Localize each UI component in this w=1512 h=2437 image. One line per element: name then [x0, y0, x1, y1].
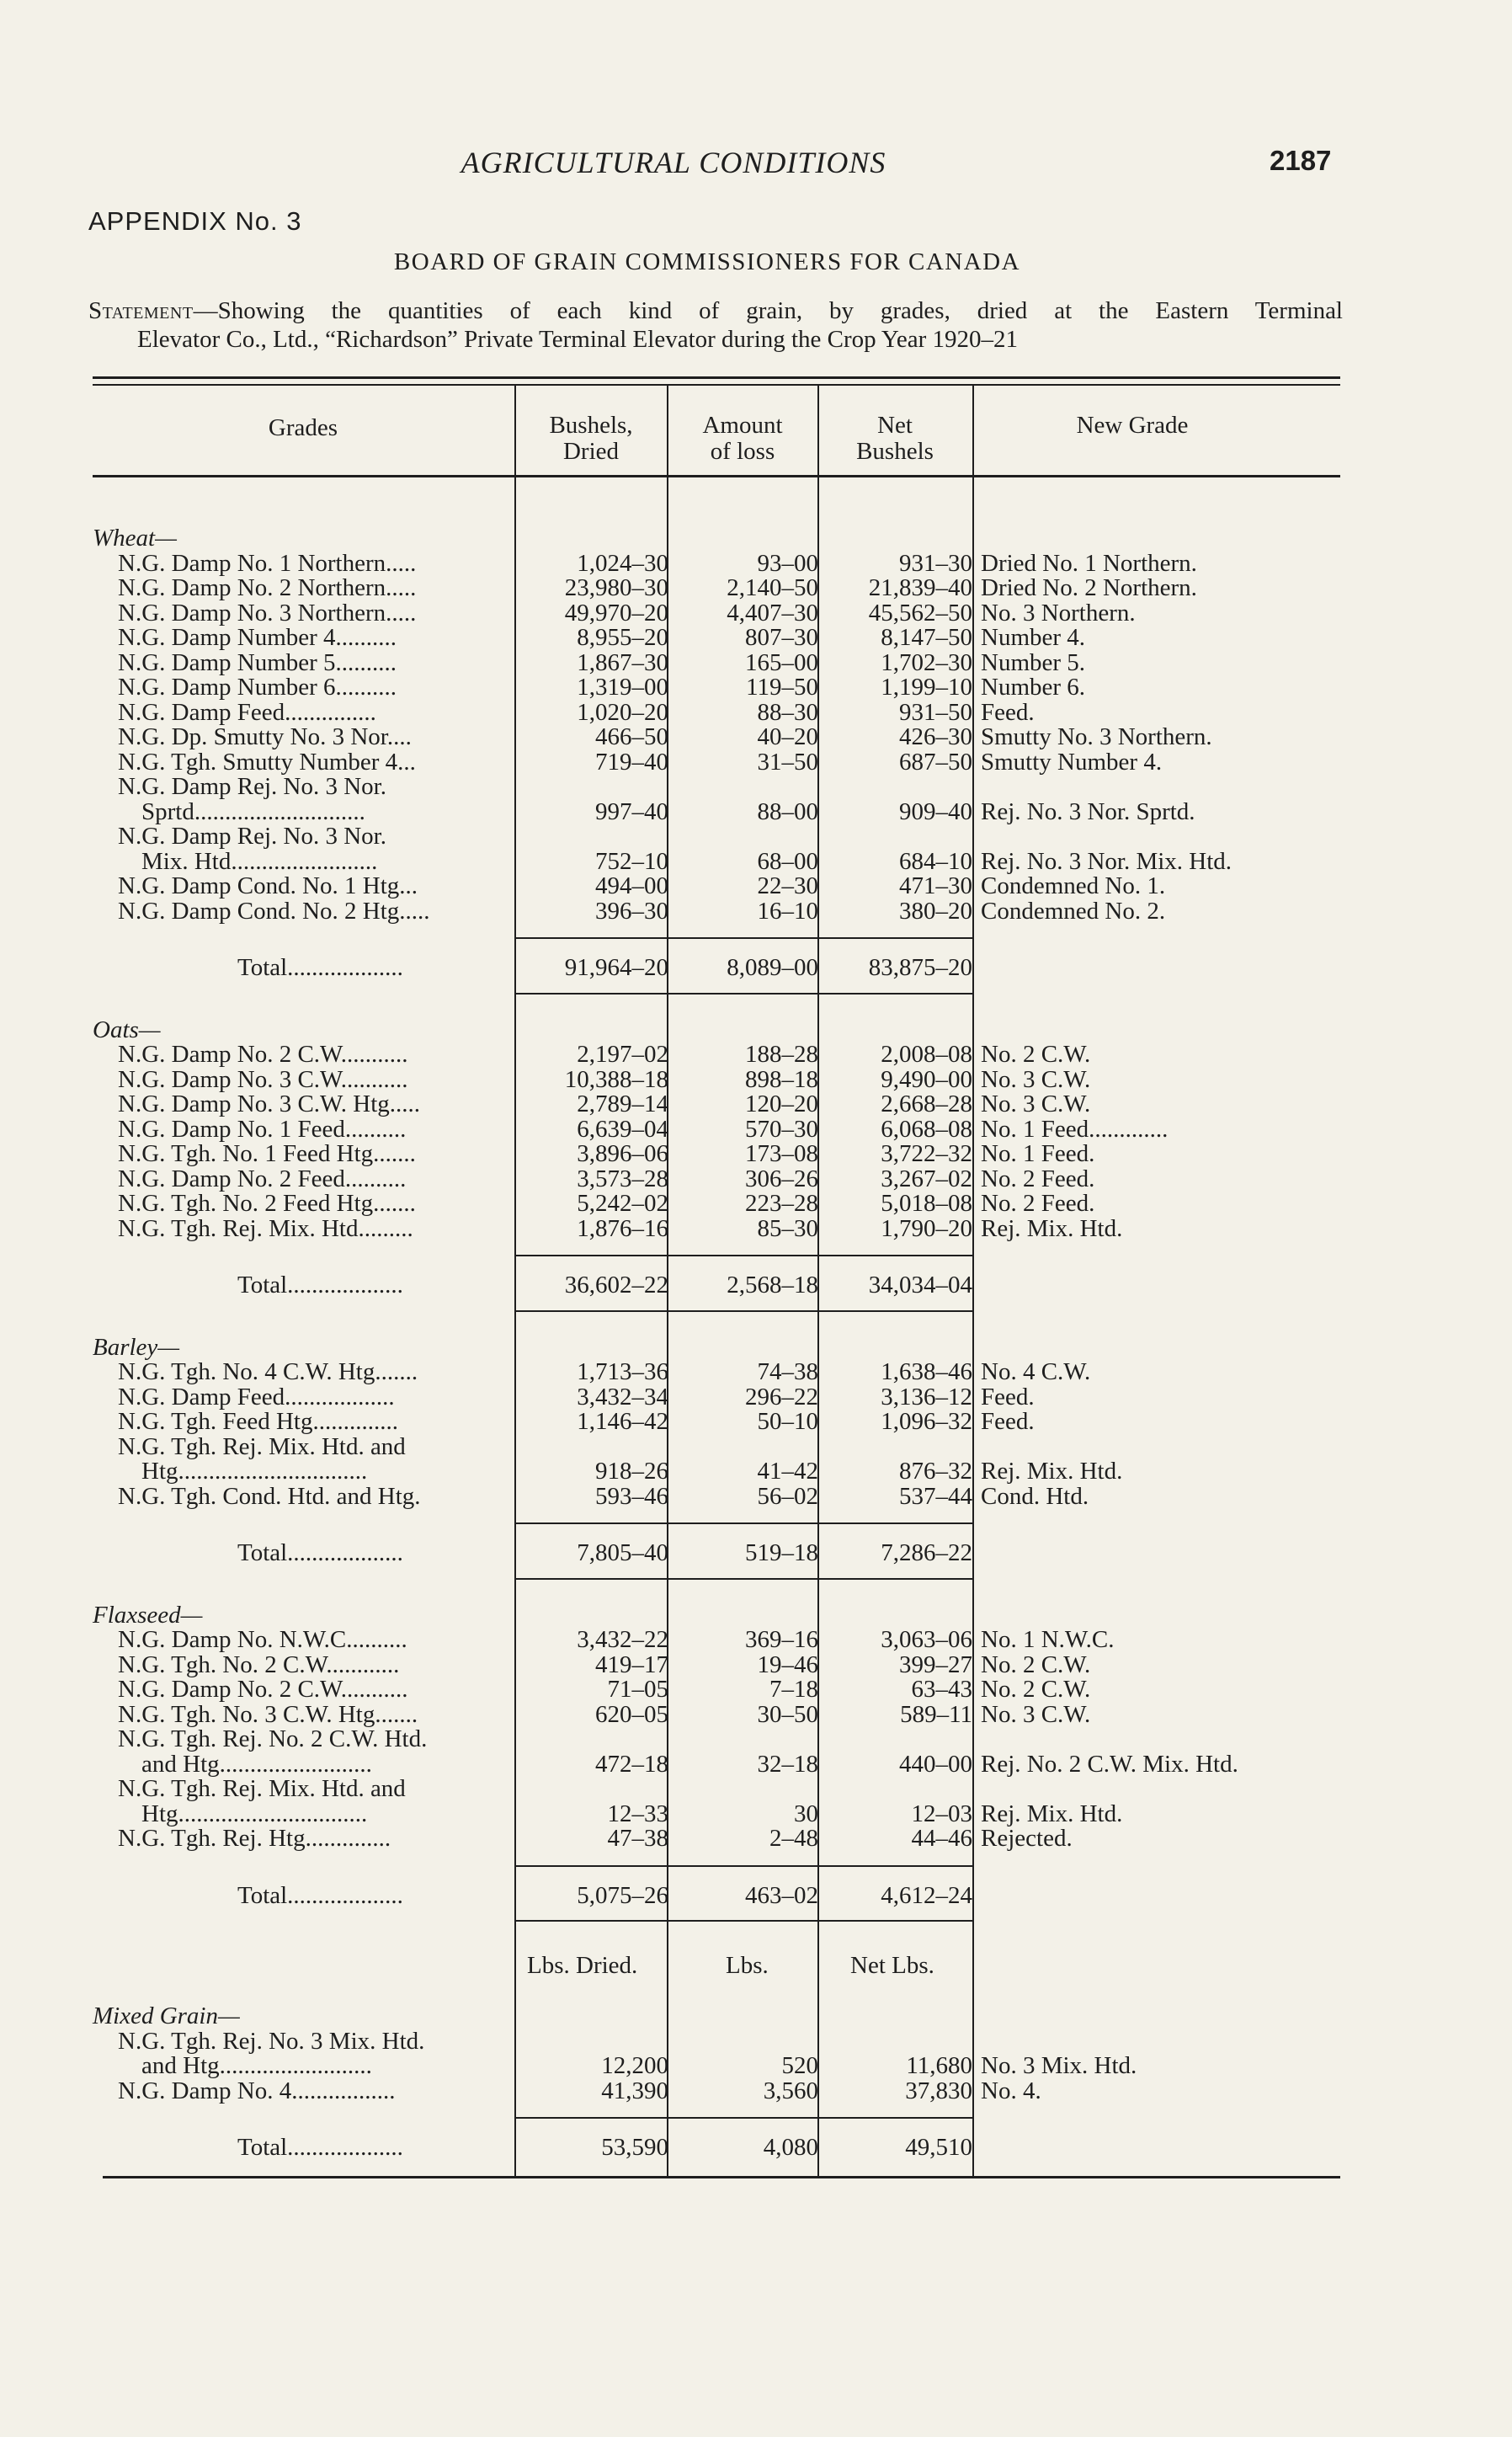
net-bushels-cell: 909–40	[899, 797, 972, 825]
bushels-dried-cell: 49,970–20	[564, 599, 668, 627]
new-grade-cell: Feed.	[981, 1408, 1035, 1435]
amount-loss-cell: 56–02	[757, 1482, 818, 1510]
bushels-dried-cell: 8,955–20	[577, 624, 668, 651]
net-bushels-cell: 11,680	[906, 2052, 972, 2079]
new-grade-cell: No. 4 C.W.	[981, 1358, 1091, 1385]
grade-label: N.G. Damp No. 2 Feed..........	[118, 1165, 407, 1192]
net-bushels-cell: 8,147–50	[881, 624, 972, 651]
new-grade-cell: Dried No. 2 Northern.	[981, 574, 1197, 601]
total-net-flaxseed: 4,612–24	[881, 1881, 972, 1909]
statement-line-2: Elevator Co., Ltd., “Richardson” Private Terminal Elevator during the Crop Year 1920–21	[137, 326, 1019, 353]
new-grade-cell: No. 2 C.W.	[981, 1650, 1091, 1678]
grade-label: N.G. Damp No. 1 Northern.....	[118, 549, 417, 577]
net-bushels-cell: 471–30	[899, 872, 972, 899]
total-net-barley: 7,286–22	[881, 1539, 972, 1566]
amount-loss-cell: 7–18	[769, 1676, 818, 1703]
grade-label: N.G. Damp No. 1 Feed..........	[118, 1115, 407, 1143]
table-top-rule-2	[93, 384, 1340, 386]
new-grade-cell: No. 2 C.W.	[981, 1041, 1091, 1068]
col-header-loss-line2: of loss	[710, 438, 775, 465]
net-bushels-cell: 2,668–28	[881, 1091, 972, 1117]
bushels-dried-cell: 472–18	[595, 1750, 668, 1778]
total-loss-flaxseed: 463–02	[745, 1881, 818, 1909]
net-bushels-cell: 3,722–32	[881, 1140, 972, 1167]
table-top-rule	[93, 376, 1340, 379]
net-bushels-cell: 3,267–02	[881, 1165, 972, 1192]
bushels-dried-cell: 6,639–04	[577, 1115, 668, 1143]
amount-loss-cell: 31–50	[757, 748, 818, 776]
net-bushels-cell: 3,063–06	[881, 1626, 972, 1653]
header-bottom-rule	[93, 475, 1340, 477]
amount-loss-cell: 3,560	[763, 2077, 818, 2104]
total-rule-mixed	[515, 2117, 972, 2119]
grade-label: N.G. Tgh. No. 2 C.W............	[118, 1650, 400, 1678]
section-end-rule-barley	[515, 1578, 972, 1580]
new-grade-cell: Rejected.	[981, 1825, 1073, 1852]
amount-loss-cell: 520	[781, 2052, 818, 2079]
grade-label: N.G. Damp No. N.W.C..........	[118, 1626, 407, 1653]
grade-label: N.G. Tgh. Rej. Mix. Htd.........	[118, 1214, 413, 1242]
total-net-mixed: 49,510	[905, 2134, 972, 2161]
net-bushels-cell: 380–20	[899, 897, 972, 925]
amount-loss-cell: 898–18	[745, 1065, 818, 1093]
total-dried-flaxseed: 5,075–26	[577, 1881, 668, 1909]
new-grade-cell: Condemned No. 1.	[981, 872, 1166, 899]
new-grade-cell: Rej. No. 3 Nor. Mix. Htd.	[981, 847, 1232, 875]
amount-loss-cell: 165–00	[745, 648, 818, 676]
new-grade-cell: Rej. No. 2 C.W. Mix. Htd.	[981, 1750, 1238, 1778]
grade-label: N.G. Tgh. Rej. Mix. Htd. and	[118, 1432, 406, 1460]
col-header-grades: Grades	[268, 414, 338, 441]
amount-loss-cell: 119–50	[746, 674, 818, 701]
amount-loss-cell: 120–20	[745, 1091, 818, 1117]
new-grade-cell: No. 3 C.W.	[981, 1091, 1091, 1117]
new-grade-cell: No. 1 Feed.	[981, 1140, 1095, 1167]
bushels-dried-cell: 466–50	[595, 723, 668, 750]
col-header-loss-line1: Amount	[702, 412, 783, 439]
bushels-dried-cell: 23,980–30	[564, 574, 668, 601]
total-loss-mixed: 4,080	[763, 2134, 818, 2161]
mixed-subheader-loss: Lbs.	[726, 1952, 769, 1979]
total-net-wheat: 83,875–20	[868, 954, 972, 981]
section-title-barley: Barley—	[93, 1333, 180, 1361]
grade-label-cont: Mix. Htd........................	[141, 847, 378, 875]
section-title-oats: Oats—	[93, 1016, 161, 1043]
new-grade-cell: No. 3 C.W.	[981, 1700, 1091, 1728]
amount-loss-cell: 4,407–30	[727, 599, 818, 627]
bushels-dried-cell: 1,319–00	[577, 674, 668, 701]
grade-label: N.G. Damp No. 2 C.W...........	[118, 1676, 408, 1703]
net-bushels-cell: 12–03	[911, 1800, 972, 1827]
amount-loss-cell: 88–30	[757, 698, 818, 726]
new-grade-cell: No. 2 Feed.	[981, 1190, 1095, 1217]
new-grade-cell: Number 5.	[981, 648, 1086, 676]
bushels-dried-cell: 1,867–30	[577, 648, 668, 676]
amount-loss-cell: 2,140–50	[727, 574, 818, 601]
new-grade-cell: No. 1 Feed.............	[981, 1115, 1169, 1143]
col-header-dried-line2: Dried	[562, 438, 620, 465]
total-label-mixed: Total...................	[237, 2134, 403, 2161]
new-grade-cell: No. 3 C.W.	[981, 1065, 1091, 1093]
new-grade-cell: No. 4.	[981, 2077, 1041, 2104]
total-dried-wheat: 91,964–20	[564, 954, 668, 981]
total-loss-oats: 2,568–18	[727, 1272, 818, 1298]
bushels-dried-cell: 396–30	[595, 897, 668, 925]
grade-label-cont: Htg...............................	[141, 1458, 368, 1485]
grade-label: N.G. Damp Feed...............	[118, 698, 376, 726]
total-label-oats: Total...................	[237, 1272, 403, 1298]
new-grade-cell: Number 4.	[981, 624, 1086, 651]
mixed-subheader-net: Net Lbs.	[850, 1952, 934, 1979]
amount-loss-cell: 296–22	[745, 1383, 818, 1410]
amount-loss-cell: 2–48	[769, 1825, 818, 1852]
grade-label: N.G. Damp No. 3 C.W...........	[118, 1065, 408, 1093]
bushels-dried-cell: 3,432–22	[577, 1626, 668, 1653]
grade-label: N.G. Damp Feed..................	[118, 1383, 395, 1410]
bushels-dried-cell: 419–17	[595, 1650, 668, 1678]
amount-loss-cell: 30–50	[757, 1700, 818, 1728]
bushels-dried-cell: 10,388–18	[564, 1065, 668, 1093]
new-grade-cell: No. 2 Feed.	[981, 1165, 1095, 1192]
total-rule-barley	[515, 1522, 972, 1524]
net-bushels-cell: 21,839–40	[868, 574, 972, 601]
amount-loss-cell: 40–20	[757, 723, 818, 750]
net-bushels-cell: 931–50	[899, 698, 972, 726]
mixed-subheader-dried: Lbs. Dried.	[527, 1952, 638, 1979]
net-bushels-cell: 1,702–30	[881, 648, 972, 676]
grade-label: N.G. Damp Rej. No. 3 Nor.	[118, 773, 386, 800]
col-header-new-grade: New Grade	[1076, 412, 1189, 439]
total-dried-mixed: 53,590	[601, 2134, 668, 2161]
grade-label: N.G. Dp. Smutty No. 3 Nor....	[118, 723, 412, 750]
net-bushels-cell: 1,199–10	[881, 674, 972, 701]
grade-label: N.G. Tgh. Cond. Htd. and Htg.	[118, 1482, 421, 1510]
new-grade-cell: Feed.	[981, 698, 1035, 726]
grade-label: N.G. Damp No. 4.................	[118, 2077, 396, 2104]
col-header-net-line2: Bushels	[856, 438, 934, 465]
column-divider	[514, 386, 516, 2176]
bushels-dried-cell: 752–10	[595, 847, 668, 875]
grade-label: N.G. Damp No. 2 C.W...........	[118, 1041, 408, 1068]
bushels-dried-cell: 12,200	[601, 2052, 668, 2079]
net-bushels-cell: 1,096–32	[881, 1408, 972, 1435]
total-rule-oats	[515, 1255, 972, 1256]
bushels-dried-cell: 47–38	[607, 1825, 668, 1852]
bushels-dried-cell: 3,896–06	[577, 1140, 668, 1167]
bushels-dried-cell: 2,197–02	[577, 1041, 668, 1068]
net-bushels-cell: 1,790–20	[881, 1214, 972, 1242]
bushels-dried-cell: 620–05	[595, 1700, 668, 1728]
col-header-net	[819, 413, 971, 465]
grade-label: N.G. Damp No. 2 Northern.....	[118, 574, 417, 601]
net-bushels-cell: 44–46	[911, 1825, 972, 1852]
running-title: AGRICULTURAL CONDITIONS	[461, 146, 886, 179]
amount-loss-cell: 19–46	[757, 1650, 818, 1678]
amount-loss-cell: 369–16	[745, 1626, 818, 1653]
col-header-dried-line1: Bushels,	[549, 412, 633, 439]
grade-label: N.G. Tgh. Feed Htg..............	[118, 1408, 398, 1435]
new-grade-cell: Smutty No. 3 Northern.	[981, 723, 1212, 750]
bushels-dried-cell: 494–00	[595, 872, 668, 899]
new-grade-cell: Rej. Mix. Htd.	[981, 1214, 1123, 1242]
total-dried-barley: 7,805–40	[577, 1539, 668, 1566]
total-rule-wheat	[515, 937, 972, 939]
net-bushels-cell: 63–43	[911, 1676, 972, 1703]
section-end-rule-oats	[515, 1310, 972, 1312]
grade-label: N.G. Damp Rej. No. 3 Nor.	[118, 823, 386, 850]
amount-loss-cell: 188–28	[745, 1041, 818, 1068]
statement-caption	[88, 296, 1343, 354]
total-rule-flaxseed	[515, 1865, 972, 1867]
new-grade-cell: Smutty Number 4.	[981, 748, 1163, 776]
total-label-flaxseed: Total...................	[237, 1881, 403, 1909]
total-net-oats: 34,034–04	[868, 1272, 972, 1298]
bushels-dried-cell: 1,146–42	[577, 1408, 668, 1435]
total-label-barley: Total...................	[237, 1539, 403, 1566]
statement-lead: Statement	[88, 297, 194, 324]
new-grade-cell: Feed.	[981, 1383, 1035, 1410]
bushels-dried-cell: 2,789–14	[577, 1091, 668, 1117]
section-end-rule-flaxseed	[515, 1920, 972, 1922]
grade-label: N.G. Damp Number 5..........	[118, 648, 397, 676]
amount-loss-cell: 16–10	[757, 897, 818, 925]
bushels-dried-cell: 719–40	[595, 748, 668, 776]
grade-label: N.G. Damp Number 4..........	[118, 624, 397, 651]
net-bushels-cell: 9,490–00	[881, 1065, 972, 1093]
amount-loss-cell: 74–38	[757, 1358, 818, 1385]
net-bushels-cell: 6,068–08	[881, 1115, 972, 1143]
grade-label: N.G. Tgh. No. 3 C.W. Htg.......	[118, 1700, 418, 1728]
new-grade-cell: No. 3 Northern.	[981, 599, 1136, 627]
grade-label: N.G. Damp Number 6..........	[118, 674, 397, 701]
grade-label-cont: and Htg.........................	[141, 1750, 372, 1778]
section-title-mixed: Mixed Grain—	[93, 2002, 240, 2029]
amount-loss-cell: 30	[794, 1800, 818, 1827]
grade-label: N.G. Damp No. 3 C.W. Htg.....	[118, 1091, 421, 1117]
col-header-dried	[515, 413, 667, 465]
section-title-wheat: Wheat—	[93, 525, 177, 552]
new-grade-cell: Cond. Htd.	[981, 1482, 1089, 1510]
new-grade-cell: No. 3 Mix. Htd.	[981, 2052, 1137, 2079]
bushels-dried-cell: 1,020–20	[577, 698, 668, 726]
new-grade-cell: No. 2 C.W.	[981, 1676, 1091, 1703]
grade-label: N.G. Tgh. Rej. No. 2 C.W. Htd.	[118, 1725, 428, 1752]
new-grade-cell: Rej. Mix. Htd.	[981, 1800, 1123, 1827]
section-end-rule-wheat	[515, 993, 972, 995]
grade-label: N.G. Tgh. No. 2 Feed Htg.......	[118, 1190, 416, 1217]
total-loss-wheat: 8,089–00	[727, 954, 818, 981]
total-loss-barley: 519–18	[745, 1539, 818, 1566]
bushels-dried-cell: 5,242–02	[577, 1190, 668, 1217]
board-title: BOARD OF GRAIN COMMISSIONERS FOR CANADA	[393, 248, 1021, 275]
col-header-loss	[668, 413, 817, 465]
amount-loss-cell: 173–08	[745, 1140, 818, 1167]
net-bushels-cell: 537–44	[899, 1482, 972, 1510]
grade-label: N.G. Tgh. No. 4 C.W. Htg.......	[118, 1358, 418, 1385]
amount-loss-cell: 41–42	[757, 1458, 818, 1485]
grade-label: N.G. Damp No. 3 Northern.....	[118, 599, 417, 627]
amount-loss-cell: 68–00	[757, 847, 818, 875]
bushels-dried-cell: 12–33	[607, 1800, 668, 1827]
total-label-wheat: Total...................	[237, 954, 403, 981]
grade-label: N.G. Tgh. Rej. Mix. Htd. and	[118, 1775, 406, 1802]
grade-label: N.G. Tgh. Rej. No. 3 Mix. Htd.	[118, 2027, 425, 2055]
net-bushels-cell: 589–11	[900, 1700, 972, 1728]
bushels-dried-cell: 593–46	[595, 1482, 668, 1510]
grade-label: N.G. Tgh. No. 1 Feed Htg.......	[118, 1140, 416, 1167]
bushels-dried-cell: 3,573–28	[577, 1165, 668, 1192]
grade-label: N.G. Damp Cond. No. 2 Htg.....	[118, 897, 430, 925]
new-grade-cell: Rej. No. 3 Nor. Sprtd.	[981, 797, 1195, 825]
new-grade-cell: No. 1 N.W.C.	[981, 1626, 1115, 1653]
amount-loss-cell: 88–00	[757, 797, 818, 825]
bushels-dried-cell: 3,432–34	[577, 1383, 668, 1410]
net-bushels-cell: 426–30	[899, 723, 972, 750]
bushels-dried-cell: 1,024–30	[577, 549, 668, 577]
new-grade-cell: Rej. Mix. Htd.	[981, 1458, 1123, 1485]
bushels-dried-cell: 997–40	[595, 797, 668, 825]
table-bottom-rule	[103, 2176, 1340, 2178]
page-number: 2187	[1270, 145, 1332, 176]
grade-label-cont: Htg...............................	[141, 1800, 368, 1827]
new-grade-cell: Dried No. 1 Northern.	[981, 549, 1197, 577]
net-bushels-cell: 684–10	[899, 847, 972, 875]
net-bushels-cell: 37,830	[905, 2077, 972, 2104]
grade-label: N.G. Tgh. Rej. Htg..............	[118, 1825, 391, 1852]
grade-label-cont: and Htg.........................	[141, 2052, 372, 2079]
net-bushels-cell: 5,018–08	[881, 1190, 972, 1217]
bushels-dried-cell: 1,876–16	[577, 1214, 668, 1242]
grade-label: N.G. Tgh. Smutty Number 4...	[118, 748, 416, 776]
appendix-label: APPENDIX No. 3	[88, 206, 302, 236]
bushels-dried-cell: 41,390	[601, 2077, 668, 2104]
new-grade-cell: Number 6.	[981, 674, 1086, 701]
amount-loss-cell: 93–00	[757, 549, 818, 577]
net-bushels-cell: 440–00	[899, 1750, 972, 1778]
amount-loss-cell: 223–28	[745, 1190, 818, 1217]
net-bushels-cell: 687–50	[899, 748, 972, 776]
net-bushels-cell: 45,562–50	[868, 599, 972, 627]
net-bushels-cell: 1,638–46	[881, 1358, 972, 1385]
bushels-dried-cell: 1,713–36	[577, 1358, 668, 1385]
net-bushels-cell: 876–32	[899, 1458, 972, 1485]
section-title-flaxseed: Flaxseed—	[93, 1601, 203, 1629]
amount-loss-cell: 22–30	[757, 872, 818, 899]
amount-loss-cell: 570–30	[745, 1115, 818, 1143]
amount-loss-cell: 306–26	[745, 1165, 818, 1192]
statement-line-1: —Showing the quantities of each kind of grain, by grades, dried at the Eastern Terminal	[193, 297, 1343, 324]
amount-loss-cell: 85–30	[757, 1214, 818, 1242]
net-bushels-cell: 3,136–12	[881, 1383, 972, 1410]
amount-loss-cell: 807–30	[745, 624, 818, 651]
new-grade-cell: Condemned No. 2.	[981, 897, 1166, 925]
grade-label-cont: Sprtd............................	[141, 797, 365, 825]
amount-loss-cell: 50–10	[757, 1408, 818, 1435]
total-dried-oats: 36,602–22	[564, 1272, 668, 1298]
bushels-dried-cell: 918–26	[595, 1458, 668, 1485]
amount-loss-cell: 32–18	[757, 1750, 818, 1778]
net-bushels-cell: 931–30	[899, 549, 972, 577]
col-header-net-line1: Net	[877, 412, 913, 439]
grade-label: N.G. Damp Cond. No. 1 Htg...	[118, 872, 418, 899]
net-bushels-cell: 399–27	[899, 1650, 972, 1678]
column-divider	[972, 386, 974, 2176]
bushels-dried-cell: 71–05	[607, 1676, 668, 1703]
net-bushels-cell: 2,008–08	[881, 1041, 972, 1068]
